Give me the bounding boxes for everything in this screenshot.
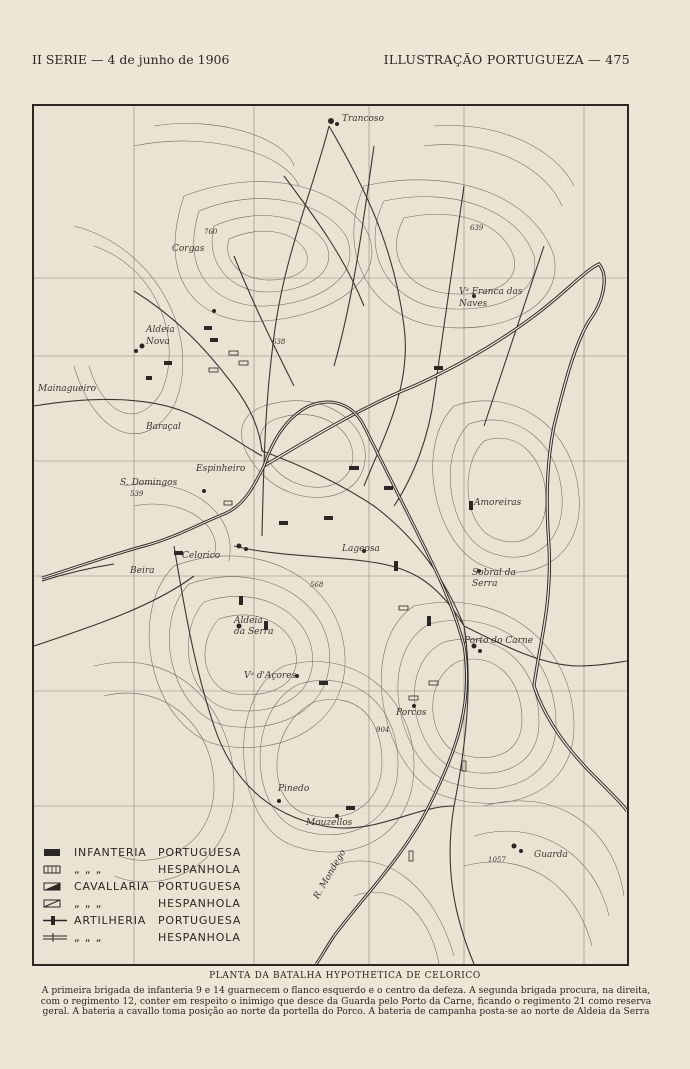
place-mouzellos: Mouzellos bbox=[306, 818, 353, 828]
legend-label: HESPANHOLA bbox=[158, 863, 241, 876]
cavalry-spanish-symbol bbox=[42, 898, 68, 909]
place-porcos: Porcos bbox=[396, 708, 427, 718]
artillery-spanish-symbol bbox=[42, 932, 68, 943]
legend-row bbox=[42, 895, 272, 912]
place-r-mondego: R. Mondego bbox=[312, 848, 349, 901]
elevation-mark: 568 bbox=[310, 581, 324, 589]
page-header bbox=[32, 52, 630, 72]
legend-label: HESPANHOLA bbox=[158, 931, 241, 944]
place-amoreiras: Amoreiras bbox=[474, 498, 522, 508]
artillery-portuguese-symbol bbox=[42, 915, 68, 926]
issue-date: II SERIE — 4 de junho de 1906 bbox=[32, 52, 230, 67]
map-caption-text: A primeira brigada de infanteria 9 e 14 guarnecem o flanco esquerdo e o centro da defeza. A segunda brigada procura, na direita, com o regimento 12, conter em respeito o inimigo que desce da Guarda pelo Porto da Carne, ficando o regimento 21 como reserva geral. A bateria a cavallo toma posição ao norte da portella do Porco. A bateria de campanha posta-se ao norte de Aldeia da Serra bbox=[40, 985, 652, 1017]
publication-page: ILLUSTRAÇÃO PORTUGUEZA — 475 bbox=[383, 52, 630, 67]
elevation-mark: 639 bbox=[470, 224, 484, 232]
legend-label: „ „ „ bbox=[74, 931, 103, 944]
elevation-mark: 760 bbox=[204, 228, 218, 236]
place-aldeia-nova: Aldeia Nova bbox=[146, 325, 175, 347]
map-drawing bbox=[34, 106, 627, 964]
legend-row bbox=[42, 929, 272, 946]
elevation-mark: 904 bbox=[376, 726, 390, 734]
place-corgas: Corgas bbox=[172, 244, 205, 254]
roads bbox=[34, 126, 627, 964]
place-lageosa: Lageosa bbox=[342, 544, 380, 554]
place-aldeia-serra: Aldeia da Serra bbox=[234, 616, 274, 637]
place-baracal: Baraçal bbox=[146, 422, 181, 432]
legend-row bbox=[42, 844, 272, 861]
map-caption-title: PLANTA DA BATALHA HYPOTHETICA DE CELORICO bbox=[209, 971, 481, 981]
legend-label: PORTUGUESA bbox=[158, 880, 242, 893]
place-espinheiro: Espinheiro bbox=[196, 464, 246, 474]
place-celorico: Celorico bbox=[182, 551, 221, 561]
map-grid bbox=[34, 106, 627, 964]
place-trancoso: Trancoso bbox=[342, 114, 384, 124]
cavalry-portuguese-symbol bbox=[42, 881, 68, 892]
place-pinedo: Pinedo bbox=[278, 784, 310, 794]
elevation-mark: 539 bbox=[130, 490, 144, 498]
place-v-acores: Vᵃ d'Açores bbox=[244, 671, 297, 681]
place-guarda: Guarda bbox=[534, 850, 568, 860]
infantry-portuguese-symbol bbox=[42, 847, 68, 858]
elevation-mark: 1057 bbox=[488, 856, 506, 864]
legend-label: ARTILHERIA bbox=[74, 914, 147, 927]
place-mainagueiro: Mainagueiro bbox=[38, 384, 97, 394]
place-sobral-serra: Sobral da Serra bbox=[472, 568, 516, 589]
legend-row bbox=[42, 861, 272, 878]
place-s-domingos: S. Domingos bbox=[120, 478, 178, 488]
infantry-spanish-symbol bbox=[42, 864, 68, 875]
legend-label: „ „ „ bbox=[74, 863, 103, 876]
elevation-mark: 638 bbox=[272, 338, 286, 346]
place-beira: Beira bbox=[130, 566, 155, 576]
place-vila-franca: Vᵃ Franca das Naves bbox=[459, 287, 523, 309]
legend-label: INFANTERIA bbox=[74, 846, 147, 859]
railway bbox=[264, 264, 627, 811]
legend-label: „ „ „ bbox=[74, 897, 103, 910]
battle-map bbox=[32, 104, 629, 966]
place-porto-carne: Porto do Carne bbox=[464, 636, 534, 646]
legend-label: HESPANHOLA bbox=[158, 897, 241, 910]
legend-row bbox=[42, 912, 272, 929]
legend-label: PORTUGUESA bbox=[158, 914, 242, 927]
map-legend bbox=[42, 844, 272, 946]
legend-label: PORTUGUESA bbox=[158, 846, 242, 859]
legend-label: CAVALLARIA bbox=[74, 880, 150, 893]
legend-row bbox=[42, 878, 272, 895]
